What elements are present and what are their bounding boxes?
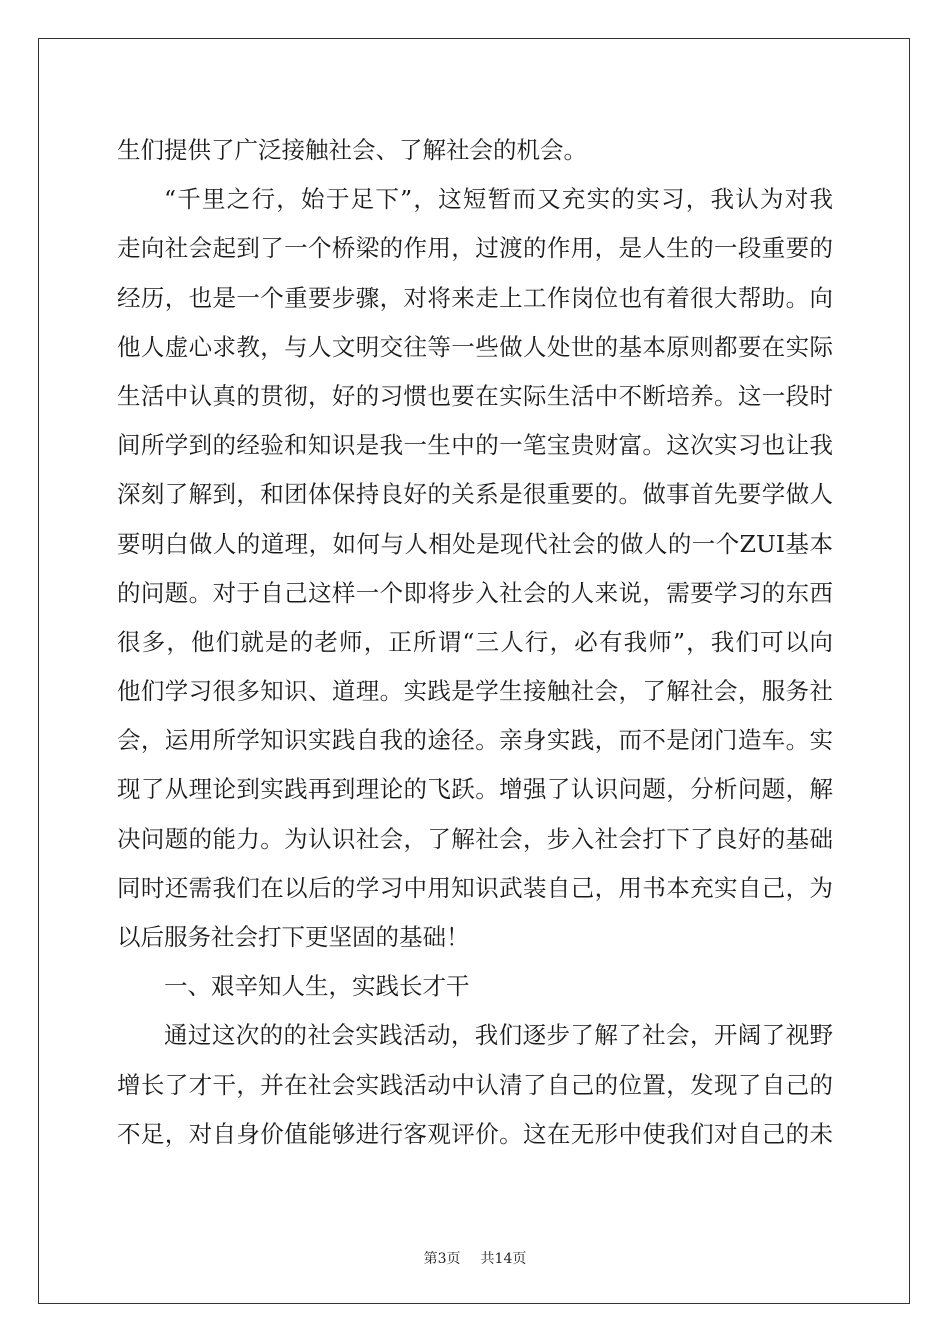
page-total: 共14页 [480,1251,527,1267]
text-line: 要明白做人的道理，如何与人相处是现代社会的做人的一个ZUI基本 [117,529,833,558]
text-line: 决问题的能力。为认识社会，了解社会，步入社会打下了良好的基础 [117,824,833,853]
text-line: 现了从理论到实践再到理论的飞跃。增强了认识问题，分析问题，解 [117,775,833,804]
page-footer [0,1248,950,1268]
page-number: 第3页 [423,1251,461,1267]
text-line: 经历，也是一个重要步骤，对将来走上工作岗位也有着很大帮助。向 [117,283,833,312]
text-line: 生们提供了广泛接触社会、了解社会的机会。 [117,136,587,164]
text-line: 同时还需我们在以后的学习中用知识武装自己，用书本充实自己，为 [117,873,833,902]
text-line: 生活中认真的贯彻，好的习惯也要在实际生活中不断培养。这一段时 [117,381,833,410]
text-line: 不足，对自身价值能够进行客观评价。这在无形中使我们对自己的未 [117,1119,833,1148]
text-line: 以后服务社会打下更坚固的基础！ [117,923,470,951]
text-line: 增长了才干，并在社会实践活动中认清了自己的位置，发现了自己的 [117,1070,833,1099]
text-line: 他们学习很多知识、道理。实践是学生接触社会，了解社会，服务社 [117,677,833,706]
document-body [117,126,833,1159]
text-line: 深刻了解到，和团体保持良好的关系是很重要的。做事首先要学做人 [117,480,833,509]
paragraph-first-line: 通过这次的的社会实践活动，我们逐步了解了社会，开阔了视野 [164,1021,833,1050]
text-line: 他人虚心求教，与人文明交往等一些做人处世的基本原则都要在实际 [117,332,833,361]
text-line: 走向社会起到了一个桥梁的作用，过渡的作用，是人生的一段重要的 [117,234,833,263]
paragraph-first-line: “千里之行，始于足下”，这短暂而又充实的实习，我认为对我 [164,185,833,214]
text-line: 很多，他们就是的老师，正所谓“三人行，必有我师”，我们可以向 [117,627,833,656]
text-line: 间所学到的经验和知识是我一生中的一笔宝贵财富。这次实习也让我 [117,431,833,460]
text-line: 会，运用所学知识实践自我的途径。亲身实践，而不是闭门造车。实 [117,726,833,755]
section-heading: 一、艰辛知人生，实践长才干 [164,972,470,1001]
text-line: 的问题。对于自己这样一个即将步入社会的人来说，需要学习的东西 [117,578,833,607]
